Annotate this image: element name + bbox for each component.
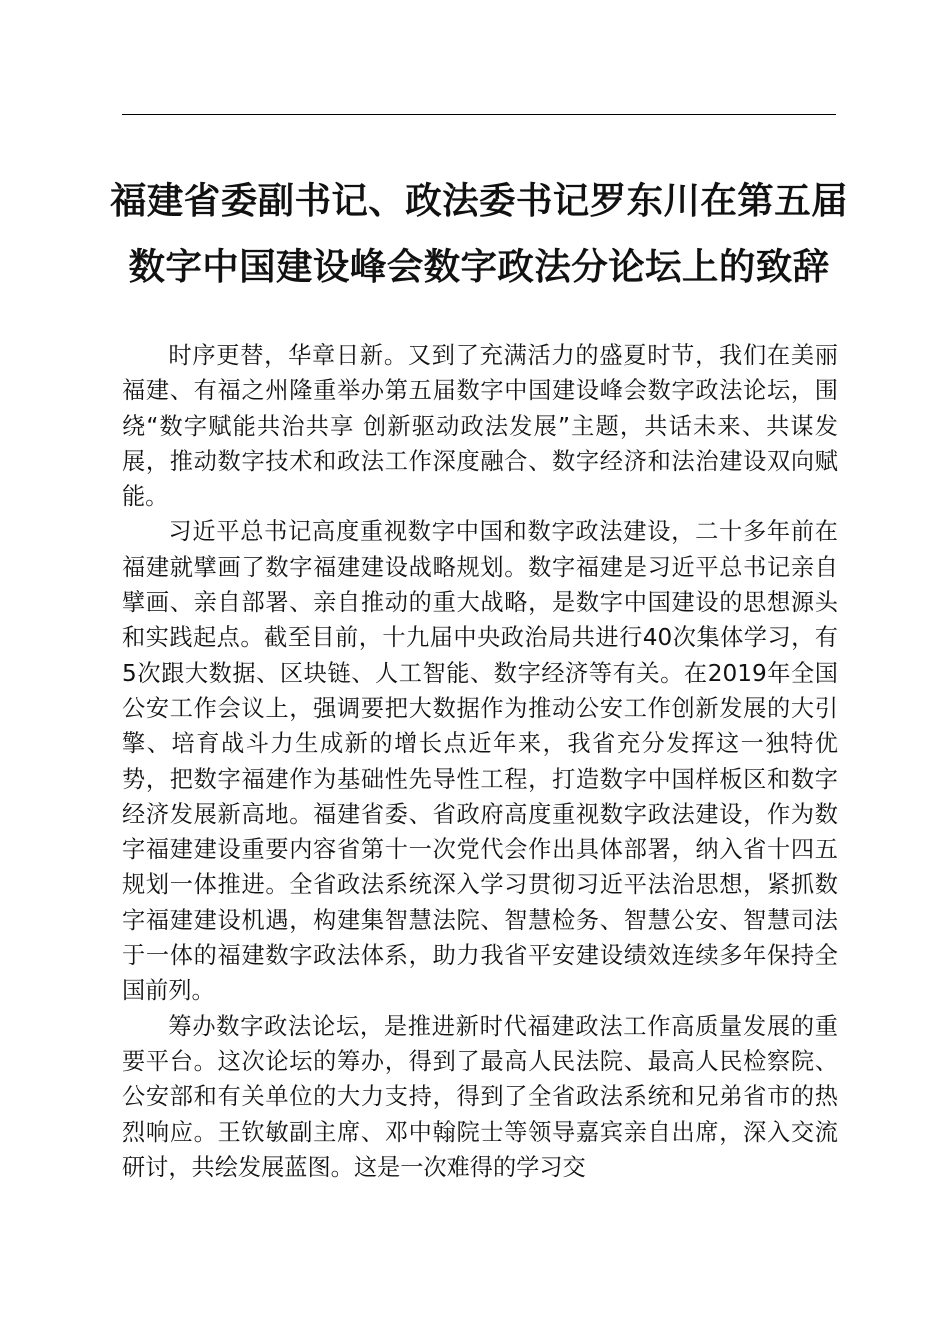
title-line-2: 数字中国建设峰会数字政法分论坛上的致辞 (128, 245, 830, 288)
document-body (122, 338, 838, 1185)
header-rule (122, 114, 836, 115)
document-title (110, 168, 848, 300)
title-line-1: 福建省委副书记、政法委书记罗东川在第五届 (110, 179, 848, 222)
paragraph-2: 习近平总书记高度重视数字中国和数字政法建设，二十多年前在福建就擘画了数字福建建设战略规划。数字福建是习近平总书记亲自擘画、亲自部署、亲自推动的重大战略，是数字中国建设的思想源头和实践起点。截至目前，十九届中央政治局共进行40次集体学习，有5次跟大数据、区块链、人工智能、数字经济等有关。在2019年全国公安工作会议上，强调要把大数据作为推动公安工作创新发展的大引擎、培育战斗力生成新的增长点近年来，我省充分发挥这一独特优势，把数字福建作为基础性先导性工程，打造数字中国样板区和数字经济发展新高地。福建省委、省政府高度重视数字政法建设，作为数字福建建设重要内容省第十一次党代会作出具体部署，纳入省十四五规划一体推进。全省政法系统深入学习贯彻习近平法治思想，紧抓数字福建建设机遇，构建集智慧法院、智慧检务、智慧公安、智慧司法于一体的福建数字政法体系，助力我省平安建设绩效连续多年保持全国前列。 (122, 518, 838, 1005)
paragraph-3: 筹办数字政法论坛，是推进新时代福建政法工作高质量发展的重要平台。这次论坛的筹办，得到了最高人民法院、最高人民检察院、公安部和有关单位的大力支持，得到了全省政法系统和兄弟省市的热烈响应。王钦敏副主席、邓中翰院士等领导嘉宾亲自出席，深入交流研讨，共绘发展蓝图。这是一次难得的学习交 (122, 1012, 838, 1181)
paragraph-1: 时序更替，华章日新。又到了充满活力的盛夏时节，我们在美丽福建、有福之州隆重举办第五届数字中国建设峰会数字政法论坛，围绕“数字赋能共治共享 创新驱动政法发展”主题，共话未来、共谋发展，推动数字技术和政法工作深度融合、数字经济和法治建设双向赋能。 (122, 342, 838, 511)
